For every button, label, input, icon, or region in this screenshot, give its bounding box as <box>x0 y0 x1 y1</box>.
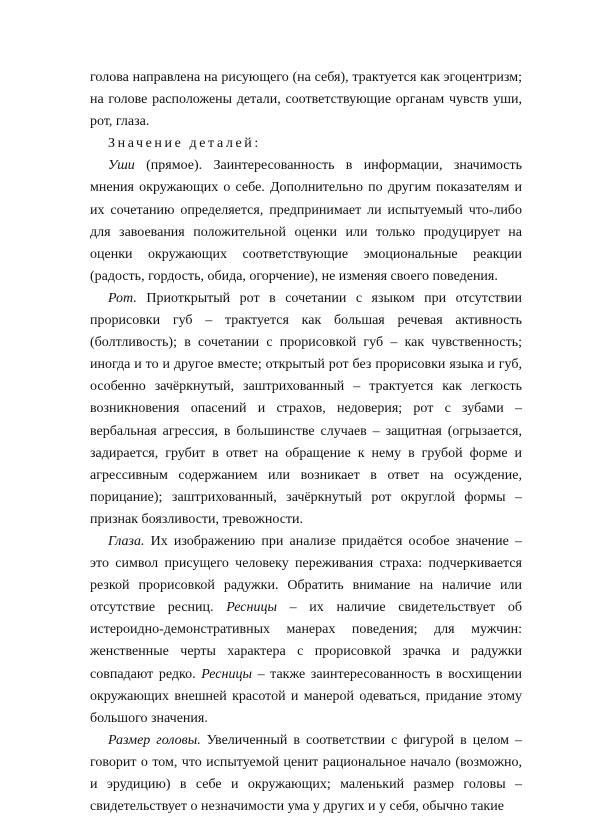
paragraph-text: – также заинтересованность в восхищении окружающих внешней красотой и манерой одеваться, придание этому большого значения. <box>90 666 522 726</box>
paragraph-head-size <box>90 730 522 818</box>
paragraph-lead-eyelashes: Ресницы <box>201 666 252 682</box>
paragraph-text: (прямое). Заинтересованность в информации, значимость мнения окружающих о себе. Дополнительно по другим показателям и их сочетанию определяется, предпринимает ли испытуемый что-либо для завоевания положительной оценки или только продуцирует на оценки окружающих соответствующие эмоциональные реакции (радость, гордость, обида, огорчение), не изменяя своего поведения. <box>90 158 522 284</box>
paragraph-ears <box>90 155 522 288</box>
paragraph-lead-eyelashes: Ресницы <box>226 600 277 616</box>
section-heading-text: Значение деталей: <box>108 136 261 152</box>
paragraph-lead-mouth: Рот. <box>108 290 137 306</box>
paragraph-mouth <box>90 288 522 531</box>
paragraph-text: – их наличие свидетельствует об истероидно-демонстративных манерах поведения; для мужчин: женственные черты характера с прорисовкой зрачка и радужки совпадают редко. <box>90 600 522 682</box>
paragraph-text: голова направлена на рисующего (на себя), трактуется как эгоцентризм; на голове расположены детали, соответствующие органам чувств уши, рот, глаза. <box>90 70 522 130</box>
section-heading <box>90 133 522 155</box>
paragraph-text: Увеличенный в соответствии с фигурой в целом – говорит о том, что испытуемой ценит рациональное начало (возможно, и эрудицию) в себе и окружающих; маленький размер головы – свидетельствует о незначимости ума у других и у себя, обычно такие <box>90 732 522 815</box>
paragraph-lead-ears: Уши <box>108 158 135 174</box>
paragraph-text: Их изображению при анализе придаётся особое значение – это символ присущего человеку переживания страха: подчеркивается резкой прорисовкой радужки. Обратить внимание на наличие или отсутствие ресниц. <box>90 533 522 616</box>
paragraph-head-orientation <box>90 67 522 133</box>
paragraph-text: Приоткрытый рот в сочетании с языком при отсутствии прорисовки губ – трактуется как большая речевая активность (болтливость); в сочетании с прорисовкой губ – как чувственность; иногда и то и другое вместе; открытый рот без прорисовки языка и губ, особенно зачёркнутый, заштрихованный – трактуется как легкость возникновения опасений и страхов, недоверия; рот с зубами – вербальная агрессия, в большинстве случаев – защитная (огрызается, задирается, грубит в ответ на обращение к нему в грубой форме и агрессивным содержанием или возникает в ответ на осуждение, порицание); заштрихованный, зачёркнутый рот округлой формы – признак боязливости, тревожности. <box>90 290 522 527</box>
paragraph-lead-head-size: Размер головы. <box>108 732 201 748</box>
body-text <box>90 67 522 818</box>
paragraph-lead-eyes: Глаза. <box>108 533 145 549</box>
paragraph-eyes <box>90 531 522 730</box>
